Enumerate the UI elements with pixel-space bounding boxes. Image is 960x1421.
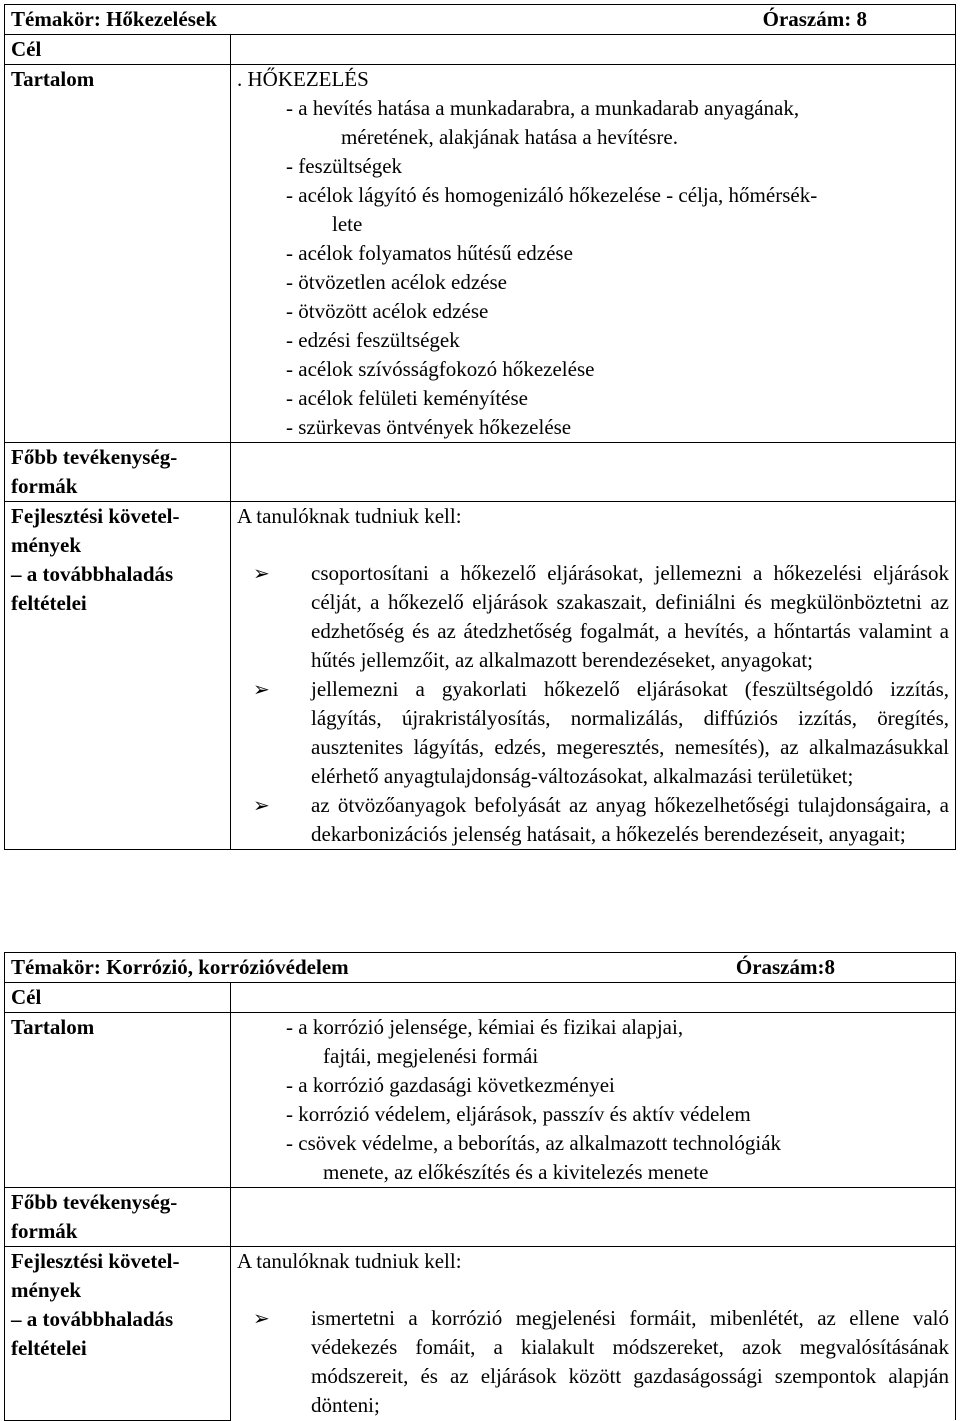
content-line: - acélok felületi keményítése	[286, 386, 528, 410]
requirements-cell	[231, 502, 956, 850]
activities-label: Főbb tevékenység- formák	[5, 1188, 231, 1247]
arrow-bullet-icon: ➢	[253, 793, 270, 817]
content-line: fajtái, megjelenési formái	[323, 1044, 539, 1068]
content-line: - feszültségek	[286, 154, 403, 178]
content-line: - ötvözött acélok edzése	[286, 299, 489, 323]
topic-title: Témakör: Hőkezelések	[11, 7, 217, 31]
topic-hours: Óraszám:8	[735, 955, 835, 979]
content-label: Tartalom	[5, 65, 231, 443]
topic-table-2	[4, 952, 956, 1421]
goal-row	[5, 983, 956, 1013]
goal-value	[231, 983, 956, 1013]
requirements-intro: A tanulóknak tudniuk kell:	[237, 1249, 462, 1273]
content-line: méretének, alakjának hatása a hevítésre.	[341, 125, 678, 149]
content-line: - a hevítés hatása a munkadarabra, a munkadarab anyagának,	[286, 96, 800, 120]
requirements-row	[5, 1247, 956, 1421]
requirements-cell	[231, 1247, 956, 1421]
topic-title: Témakör: Korrózió, korrózióvédelem	[11, 955, 349, 979]
content-cell	[231, 65, 956, 443]
arrow-bullet-icon: ➢	[253, 1306, 270, 1330]
goal-label: Cél	[5, 983, 231, 1013]
requirements-row	[5, 502, 956, 850]
list-item: ➢ az ötvözőanyagok befolyását az anyag hőkezelhetőségi tulajdonságaira, a dekarbonizációs jelenség hatásait, a hőkezelés berendezéseit, anyagait;	[253, 793, 949, 846]
activities-value	[231, 443, 956, 502]
content-line: menete, az előkészítés és a kivitelezés menete	[323, 1160, 709, 1184]
content-line: - acélok szívósságfokozó hőkezelése	[286, 357, 595, 381]
requirements-list	[237, 1304, 949, 1420]
arrow-bullet-icon: ➢	[253, 561, 270, 585]
content-row	[5, 65, 956, 443]
content-line: - a korrózió jelensége, kémiai és fizikai alapjai,	[286, 1015, 684, 1039]
topic-table-1	[4, 4, 956, 850]
content-line: . HŐKEZELÉS	[237, 67, 369, 91]
requirements-label: Fejlesztési követel- mények – a továbbhaladás feltételei	[5, 502, 231, 850]
topic-header-row	[5, 953, 956, 983]
activities-row	[5, 1188, 956, 1247]
requirements-label: Fejlesztési követel- mények – a továbbhaladás feltételei	[5, 1247, 231, 1421]
content-cell	[231, 1013, 956, 1188]
list-item: ➢ jellemezni a gyakorlati hőkezelő eljárásokat (feszültségoldó izzítás, lágyítás, újrakristályosítás, normalizálás, diffúziós izzítás, öregítés, ausztenites lágyítás, edzés, megeresztés, nemesítés), az alkalmazásukkal elérhető anyagtulajdonság-változásokat, alkalmazási területüket;	[253, 677, 949, 788]
content-line: - csövek védelme, a beborítás, az alkalmazott technológiák	[286, 1131, 782, 1155]
activities-value	[231, 1188, 956, 1247]
activities-row	[5, 443, 956, 502]
list-item: ➢ csoportosítani a hőkezelő eljárásokat, jellemezni a hőkezelési eljárások célját, a hőkezelő eljárások szakaszait, definiálni és megkülönböztetni az edzhetőség és az átedzhetőség fogalmát, a hevítés, a hőntartás valamint a hűtés jellemzőit, az alkalmazott berendezéseket, anyagokat;	[253, 561, 949, 672]
topic-hours: Óraszám: 8	[762, 7, 867, 31]
activities-label: Főbb tevékenység- formák	[5, 443, 231, 502]
topic-header-row	[5, 5, 956, 35]
content-line: - korrózió védelem, eljárások, passzív és aktív védelem	[286, 1102, 751, 1126]
requirements-list	[237, 559, 949, 849]
content-line: - ötvözetlen acélok edzése	[286, 270, 507, 294]
goal-value	[231, 35, 956, 65]
content-line: - acélok folyamatos hűtésű edzése	[286, 241, 573, 265]
arrow-bullet-icon: ➢	[253, 677, 270, 701]
list-item: ➢ ismertetni a korrózió megjelenési formáit, mibenlétét, az ellene való védekezés fomáit, a kialakult módszereket, azok megvalósításának módszereit, és az eljárások között gazdaságossági szempontok alapján dönteni;	[253, 1306, 949, 1417]
goal-label: Cél	[5, 35, 231, 65]
content-line: - a korrózió gazdasági következményei	[286, 1073, 615, 1097]
content-line: - edzési feszültségek	[286, 328, 460, 352]
content-line: - szürkevas öntvények hőkezelése	[286, 415, 572, 439]
requirements-intro: A tanulóknak tudniuk kell:	[237, 504, 462, 528]
content-label: Tartalom	[5, 1013, 231, 1188]
goal-row	[5, 35, 956, 65]
content-line: - acélok lágyító és homogenizáló hőkezelése - célja, hőmérsék-	[286, 183, 818, 207]
content-line: lete	[332, 212, 363, 236]
content-row	[5, 1013, 956, 1188]
